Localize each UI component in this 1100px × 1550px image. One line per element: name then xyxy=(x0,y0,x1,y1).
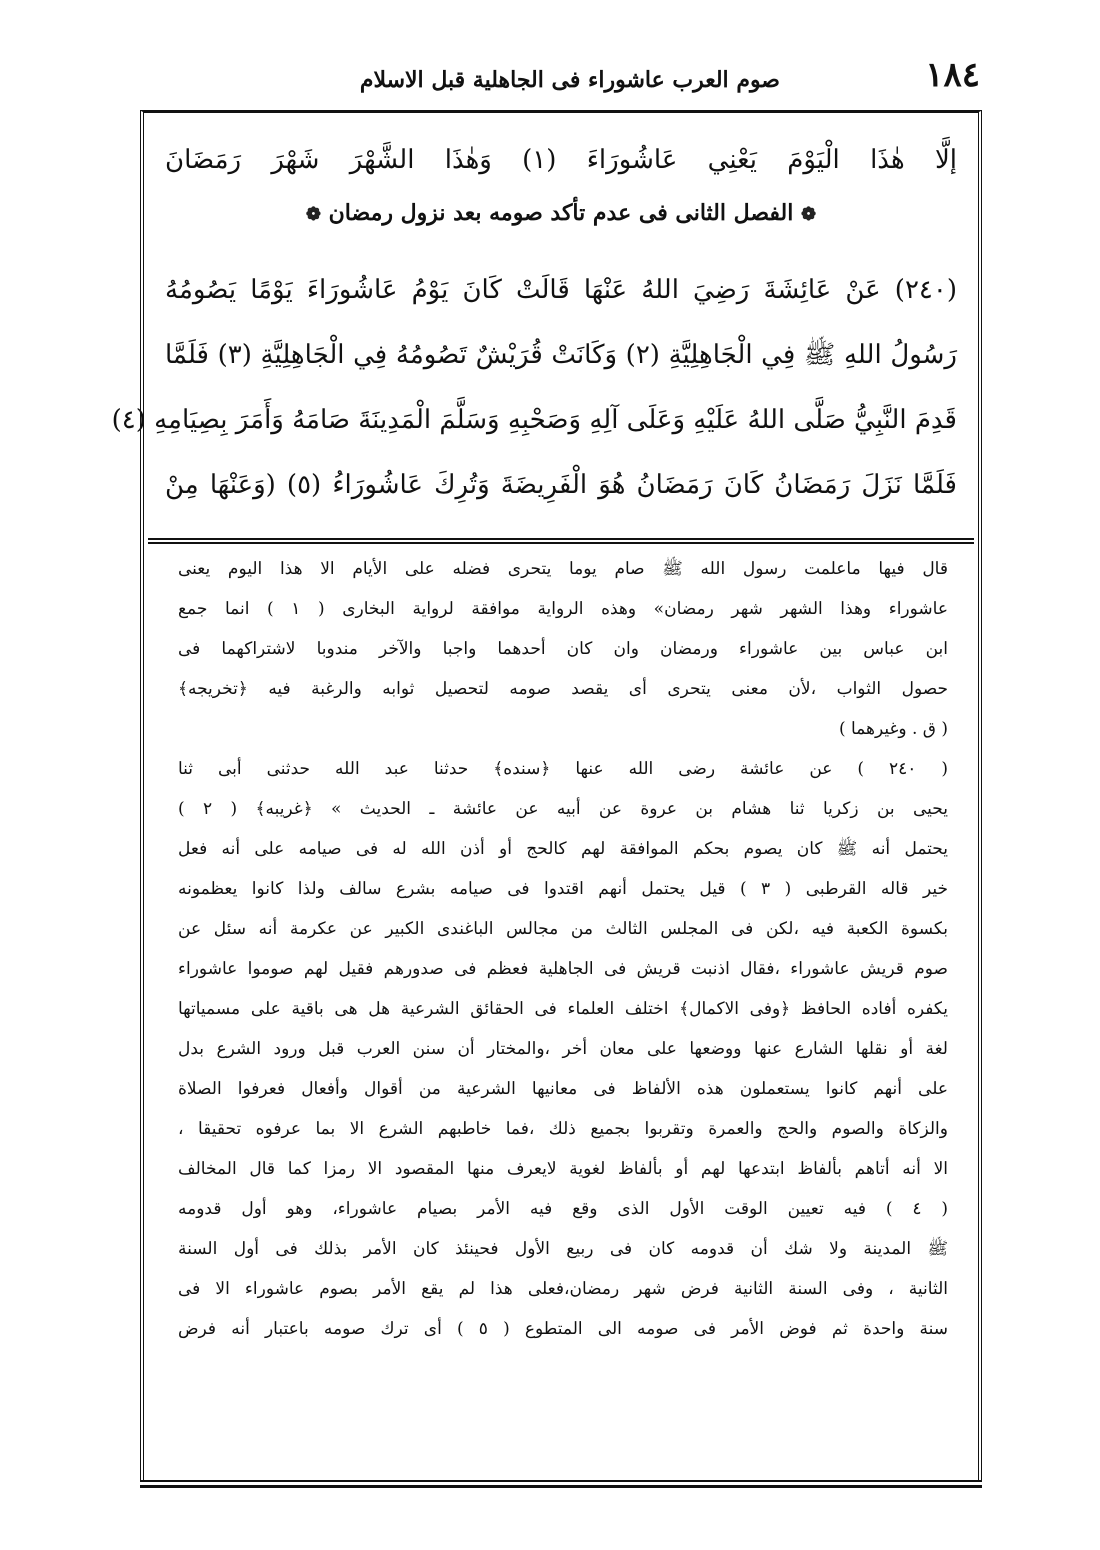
hadith-line: رَسُولُ اللهِ ﷺ فِي الْجَاهِلِيَّةِ (٢) وَكَانَتْ قُرَيْشٌ تَصُومُهُ فِي الْجَاهِلِيَّةِ (٣) فَلَمَّا xyxy=(165,340,957,370)
heading-ornament-left: ❁ xyxy=(305,204,321,225)
commentary-line: الا أنه أتاهم بألفاظ ابتدعها لهم أو بألفاظ لغوية لايعرف منها المقصود الا رمزا كما قال المخالف xyxy=(178,1159,948,1179)
commentary-line: يحيى بن زكريا ثنا هشام بن عروة عن أبيه عن عائشة ـ الحديث » ﴿غريبه﴾ ( ٢ ) xyxy=(178,799,948,819)
chapter-heading-text: الفصل الثانى فى عدم تأكد صومه بعد نزول رمضان xyxy=(328,200,794,226)
commentary-line: لغة أو نقلها الشارع عنها ووضعها على معان أخر ،والمختار أن سنن العرب قبل ورود الشرع بدل xyxy=(178,1039,948,1059)
commentary-line: يكفره أفاده الحافظ ﴿وفى الاكمال﴾ اختلف العلماء فى الحقائق الشرعية هل هى باقية على مسمياتها xyxy=(178,999,948,1019)
commentary-line: قال فيها ماعلمت رسول الله ﷺ صام يوما يتحرى فضله على الأيام الا هذا اليوم يعنى xyxy=(178,559,948,579)
commentary-line: بكسوة الكعبة فيه ،لكن فى المجلس الثالث من مجالس الباغندى الكبير عن عكرمة أنه سئل عن xyxy=(178,919,948,939)
hadith-line-opening: إلَّا هٰذَا الْيَوْمَ يَعْنِي عَاشُورَاءَ (١) وَهٰذَا الشَّهْرَ شَهْرَ رَمَضَانَ xyxy=(165,145,957,175)
commentary-line: ﷺ المدينة ولا شك أن قدومه كان فى ربيع الأول فحينئذ كان الأمر بذلك فى أول السنة xyxy=(178,1239,948,1259)
section-divider xyxy=(148,538,974,544)
chapter-heading xyxy=(165,200,957,226)
heading-ornament-right: ❁ xyxy=(801,204,817,225)
commentary-line: صوم قريش عاشوراء ،فقال اذنبت قريش فى الجاهلية فعظم فى صدورهم فقيل لهم صوموا عاشوراء xyxy=(178,959,948,979)
commentary-line: حصول الثواب ،لأن معنى يتحرى أى يقصد صومه لتحصيل ثوابه والرغبة فيه ﴿تخريجه﴾ xyxy=(178,679,948,699)
running-title: صوم العرب عاشوراء فى الجاهلية قبل الاسلام xyxy=(359,67,780,93)
hadith-text-block xyxy=(111,130,957,530)
hadith-line: قَدِمَ النَّبِيُّ صَلَّى اللهُ عَلَيْهِ وَعَلَى آلِهِ وَصَحْبِهِ وَسَلَّمَ الْمَدِينَةَ صَامَهُ وَأَمَرَ بِصِيَامِهِ (٤) xyxy=(111,405,957,435)
commentary-line: ابن عباس بين عاشوراء ورمضان وان كان أحدهما واجبا والآخر مندوبا لاشتراكهما فى xyxy=(178,639,948,659)
commentary-line: سنة واحدة ثم فوض الأمر فى صومه الى المتطوع ( ٥ ) أى ترك صومه باعتبار أنه فرض xyxy=(178,1319,948,1339)
commentary-line: خير قاله القرطبى ( ٣ ) قيل يحتمل أنهم اقتدوا فى صيامه بشرع سالف ولذا كانوا يعظمونه xyxy=(178,879,948,899)
commentary-line: ( ٢٤٠ ) عن عائشة رضى الله عنها ﴿سنده﴾ حدثنا عبد الله حدثنى أبى ثنا xyxy=(178,759,948,779)
page-frame-bottom-rule xyxy=(140,1480,982,1488)
commentary-line: عاشوراء وهذا الشهر شهر رمضان» وهذه الرواية موافقة لرواية البخارى ( ١ ) انما جمع xyxy=(178,599,948,619)
commentary-line: ( ق . وغيرهما ) xyxy=(838,719,948,739)
commentary-line: الثانية ، وفى السنة الثانية فرض شهر رمضان،فعلى هذا لم يقع الأمر بصوم عاشوراء الا فى xyxy=(178,1279,949,1299)
commentary-line: ( ٤ ) فيه تعيين الوقت الأول الذى وقع فيه الأمر بصيام عاشوراء، وهو أول قدومه xyxy=(178,1199,948,1219)
commentary-line: على أنهم كانوا يستعملون هذه الألفاظ فى معانيها الشرعية من أقوال وأفعال فعرفوا الصلاة xyxy=(178,1079,948,1099)
hadith-line: فَلَمَّا نَزَلَ رَمَضَانُ كَانَ رَمَضَانُ هُوَ الْفَرِيضَةَ وَتُرِكَ عَاشُورَاءُ (٥) (وَعَنْهَا مِنْ xyxy=(165,470,957,500)
page-header xyxy=(150,55,980,105)
hadith-line: (٢٤٠) عَنْ عَائِشَةَ رَضِيَ اللهُ عَنْهَا قَالَتْ كَانَ يَوْمُ عَاشُورَاءَ يَوْمًا يَصُومُهُ xyxy=(165,275,957,305)
commentary-line: والزكاة والصوم والحج والعمرة وتقربوا بجميع ذلك ،فما خاطبهم الشرع الا بما عرفوه تحقيقا ، xyxy=(178,1119,948,1139)
page-number: ١٨٤ xyxy=(925,55,980,95)
commentary-line: يحتمل أنه ﷺ كان يصوم بحكم الموافقة لهم كالحج أو أذن الله له فى صيامه على أنه فعل xyxy=(178,839,948,859)
